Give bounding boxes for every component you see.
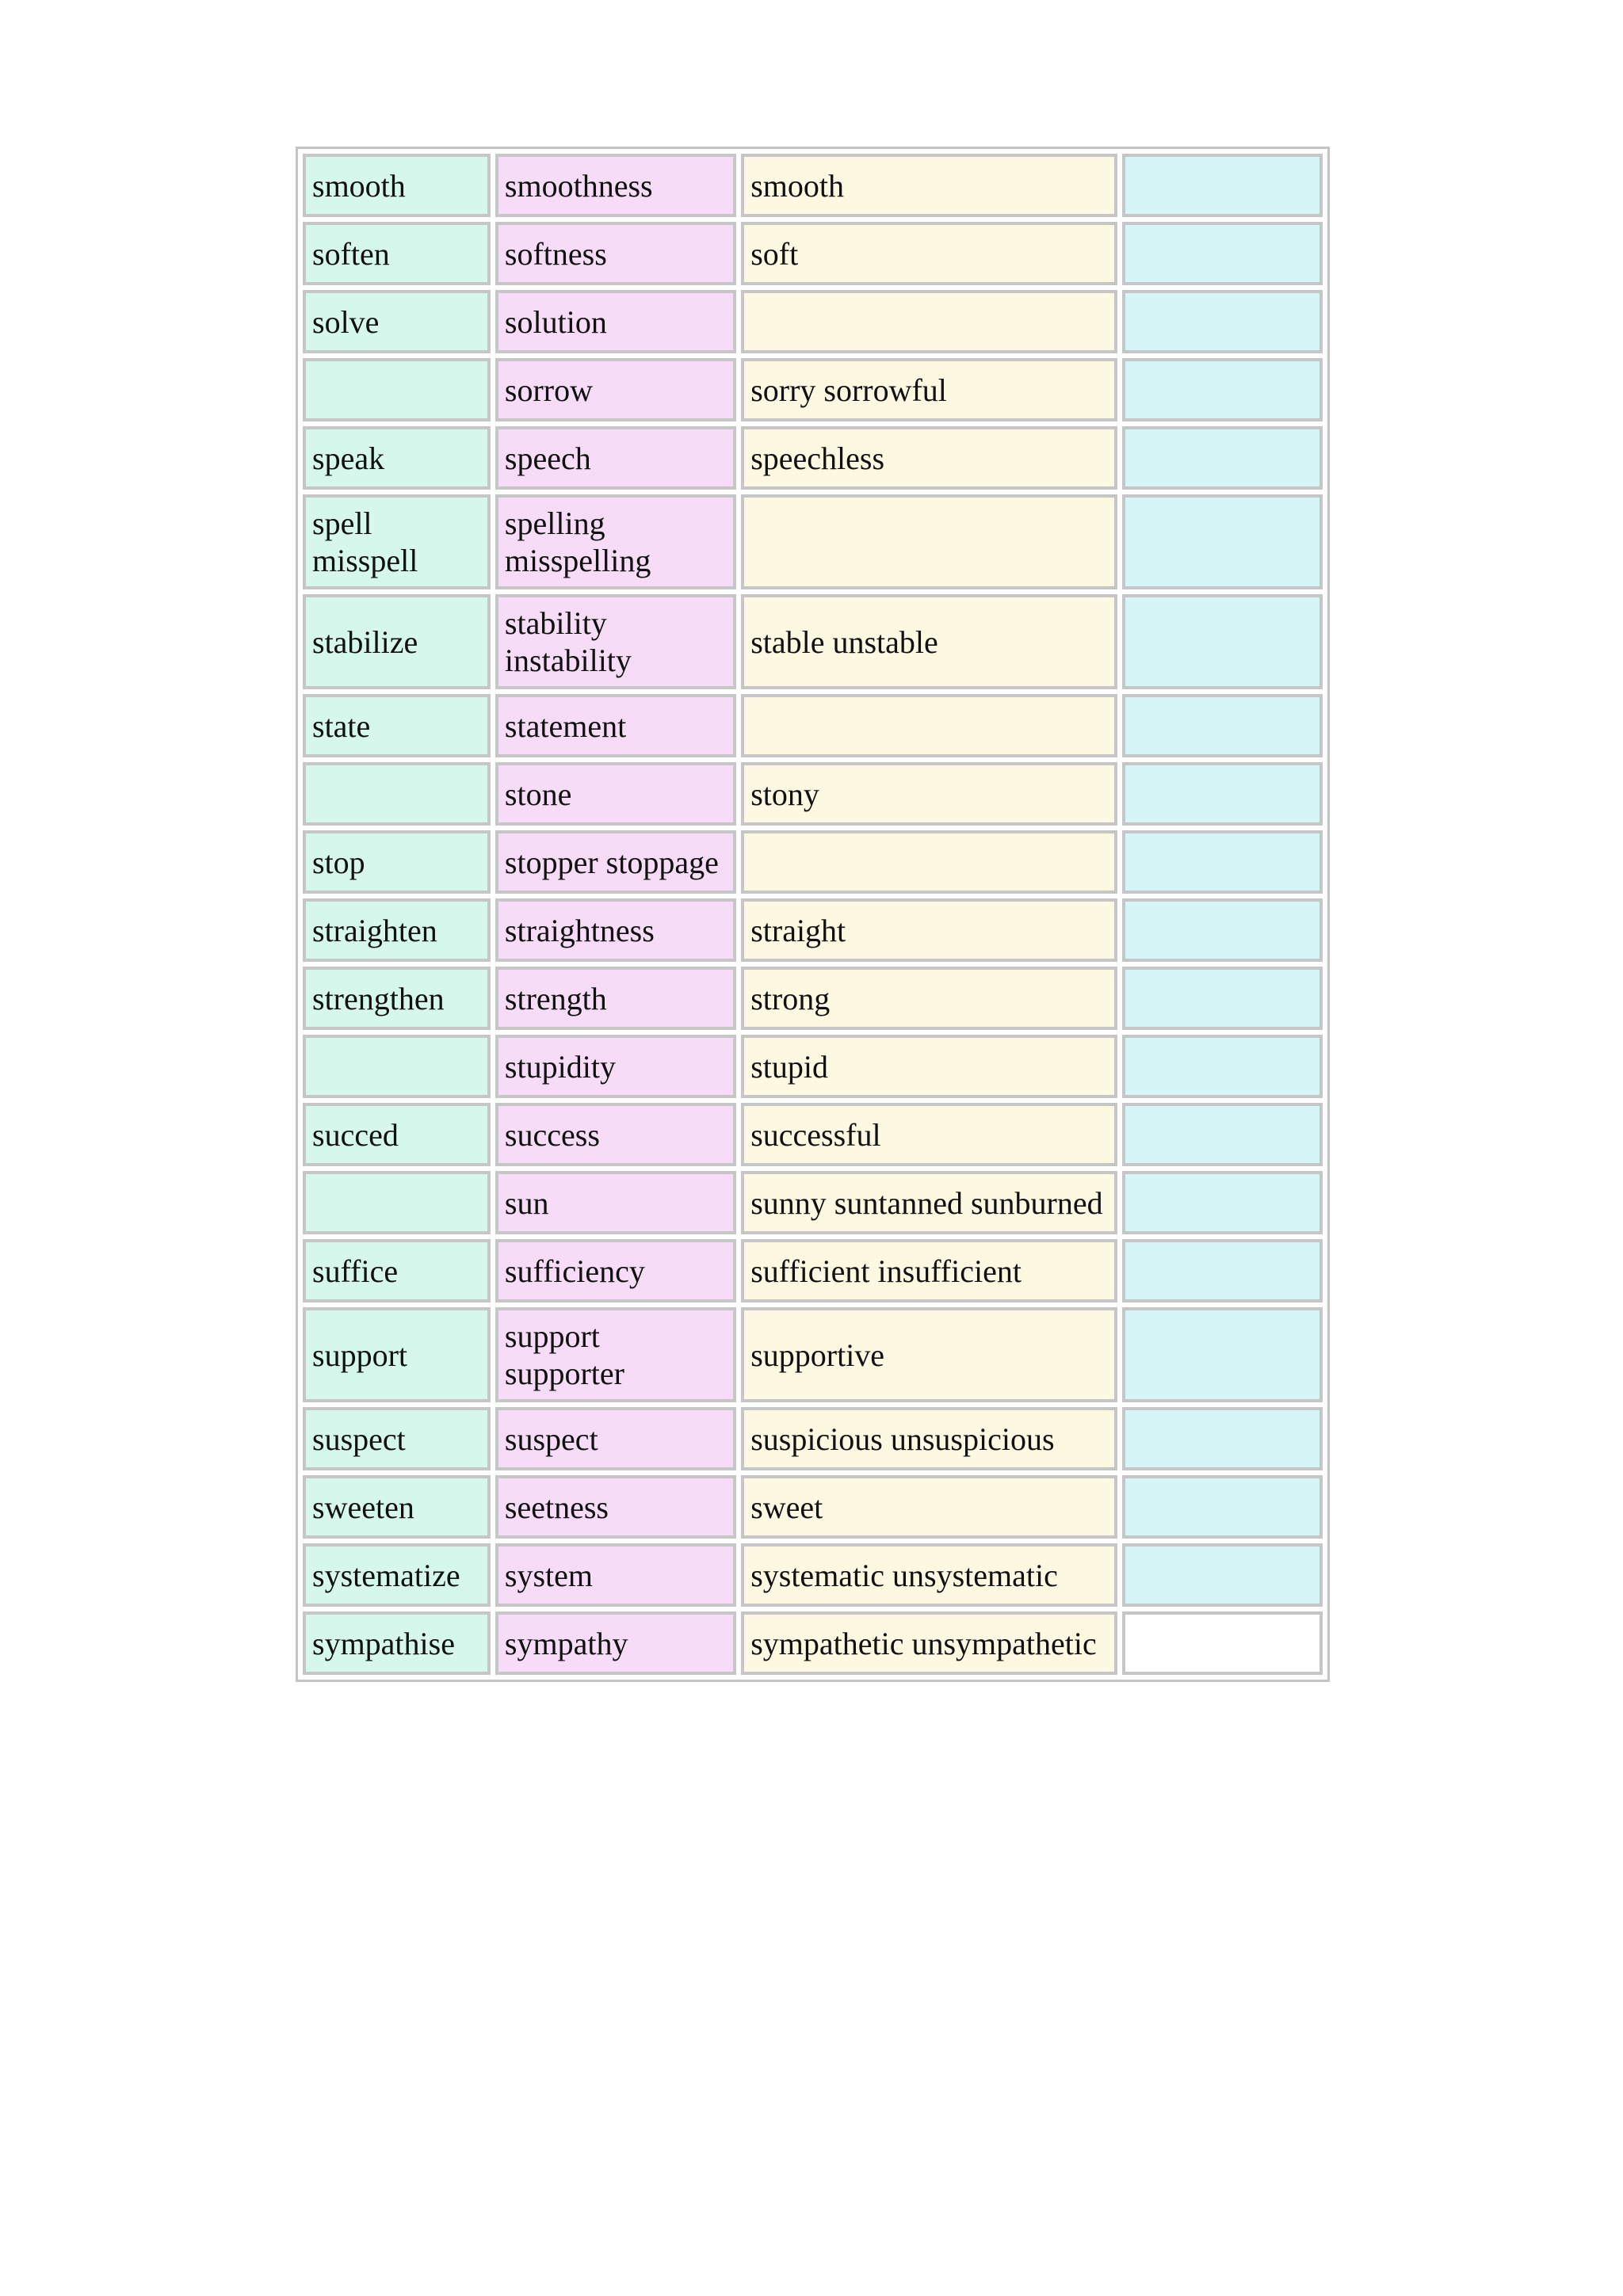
adjective-cell: sympathetic unsympathetic — [741, 1611, 1117, 1675]
table-row — [303, 594, 1323, 689]
adjective-cell: stable unstable — [741, 594, 1117, 689]
adverb-cell — [1122, 967, 1323, 1030]
adverb-cell — [1122, 830, 1323, 894]
table-row — [303, 1103, 1323, 1166]
adverb-cell — [1122, 762, 1323, 826]
adverb-cell — [1122, 494, 1323, 589]
adverb-cell — [1122, 1543, 1323, 1607]
table-row — [303, 1543, 1323, 1607]
adverb-cell — [1122, 1103, 1323, 1166]
verb-cell: soften — [303, 222, 491, 285]
adverb-cell — [1122, 1171, 1323, 1234]
verb-cell: systematize — [303, 1543, 491, 1607]
noun-cell: success — [495, 1103, 736, 1166]
table-row — [303, 290, 1323, 353]
table-row — [303, 1611, 1323, 1675]
verb-cell: straighten — [303, 898, 491, 962]
verb-cell — [303, 762, 491, 826]
table-row — [303, 1407, 1323, 1470]
table-row — [303, 694, 1323, 757]
verb-cell: strengthen — [303, 967, 491, 1030]
verb-cell: stabilize — [303, 594, 491, 689]
table-row — [303, 1171, 1323, 1234]
adjective-cell: soft — [741, 222, 1117, 285]
adverb-cell — [1122, 1475, 1323, 1539]
adverb-cell — [1122, 358, 1323, 421]
verb-cell: sympathise — [303, 1611, 491, 1675]
adjective-cell — [741, 694, 1117, 757]
noun-cell: sympathy — [495, 1611, 736, 1675]
verb-cell: suspect — [303, 1407, 491, 1470]
noun-cell: suspect — [495, 1407, 736, 1470]
noun-cell: sorrow — [495, 358, 736, 421]
adverb-cell — [1122, 426, 1323, 490]
adjective-cell: sunny suntanned sunburned — [741, 1171, 1117, 1234]
noun-cell: seetness — [495, 1475, 736, 1539]
adverb-cell — [1122, 290, 1323, 353]
table-row — [303, 222, 1323, 285]
adverb-cell — [1122, 1307, 1323, 1402]
adjective-cell: smooth — [741, 154, 1117, 217]
verb-cell: smooth — [303, 154, 491, 217]
noun-cell: stopper stoppage — [495, 830, 736, 894]
noun-cell: support supporter — [495, 1307, 736, 1402]
verb-cell — [303, 1171, 491, 1234]
adjective-cell: systematic unsystematic — [741, 1543, 1117, 1607]
table-row — [303, 154, 1323, 217]
noun-cell: straightness — [495, 898, 736, 962]
adjective-cell — [741, 494, 1117, 589]
adverb-cell — [1122, 1239, 1323, 1302]
table-row — [303, 426, 1323, 490]
adjective-cell: successful — [741, 1103, 1117, 1166]
adverb-cell — [1122, 694, 1323, 757]
verb-cell: succed — [303, 1103, 491, 1166]
table-row — [303, 1475, 1323, 1539]
verb-cell: solve — [303, 290, 491, 353]
noun-cell: sun — [495, 1171, 736, 1234]
verb-cell: spell misspell — [303, 494, 491, 589]
verb-cell — [303, 1035, 491, 1098]
adjective-cell: sorry sorrowful — [741, 358, 1117, 421]
table-row — [303, 1035, 1323, 1098]
noun-cell: system — [495, 1543, 736, 1607]
adjective-cell: strong — [741, 967, 1117, 1030]
adjective-cell: suspicious unsuspicious — [741, 1407, 1117, 1470]
adjective-cell: sweet — [741, 1475, 1117, 1539]
noun-cell: spelling misspelling — [495, 494, 736, 589]
adjective-cell: stony — [741, 762, 1117, 826]
table-row — [303, 762, 1323, 826]
verb-cell: sweeten — [303, 1475, 491, 1539]
table-row — [303, 1239, 1323, 1302]
table-row — [303, 967, 1323, 1030]
table-row — [303, 898, 1323, 962]
noun-cell: softness — [495, 222, 736, 285]
adverb-cell — [1122, 222, 1323, 285]
noun-cell: statement — [495, 694, 736, 757]
adverb-cell — [1122, 594, 1323, 689]
verb-cell: stop — [303, 830, 491, 894]
verb-cell: speak — [303, 426, 491, 490]
verb-cell: state — [303, 694, 491, 757]
table-row — [303, 358, 1323, 421]
verb-cell — [303, 358, 491, 421]
table-body — [303, 154, 1323, 1675]
adjective-cell: straight — [741, 898, 1117, 962]
verb-cell: suffice — [303, 1239, 491, 1302]
table-row — [303, 494, 1323, 589]
adverb-cell — [1122, 1407, 1323, 1470]
adjective-cell: sufficient insufficient — [741, 1239, 1117, 1302]
noun-cell: speech — [495, 426, 736, 490]
adjective-cell: speechless — [741, 426, 1117, 490]
noun-cell: stability instability — [495, 594, 736, 689]
noun-cell: stone — [495, 762, 736, 826]
adverb-cell — [1122, 1035, 1323, 1098]
noun-cell: sufficiency — [495, 1239, 736, 1302]
word-family-table — [296, 147, 1330, 1682]
verb-cell: support — [303, 1307, 491, 1402]
adjective-cell — [741, 290, 1117, 353]
adverb-cell — [1122, 154, 1323, 217]
adjective-cell: supportive — [741, 1307, 1117, 1402]
noun-cell: stupidity — [495, 1035, 736, 1098]
adverb-cell — [1122, 1611, 1323, 1675]
adjective-cell — [741, 830, 1117, 894]
adverb-cell — [1122, 898, 1323, 962]
noun-cell: smoothness — [495, 154, 736, 217]
noun-cell: strength — [495, 967, 736, 1030]
adjective-cell: stupid — [741, 1035, 1117, 1098]
table-row — [303, 830, 1323, 894]
noun-cell: solution — [495, 290, 736, 353]
table-row — [303, 1307, 1323, 1402]
